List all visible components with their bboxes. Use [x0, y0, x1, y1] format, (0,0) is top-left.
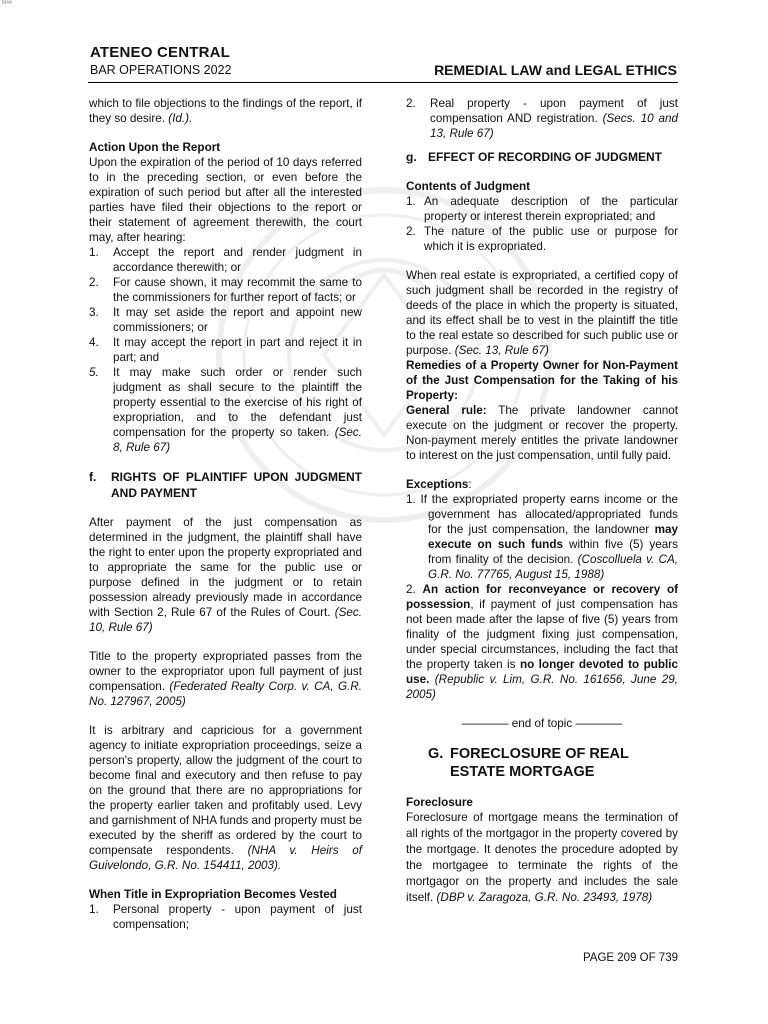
title-vest-heading: When Title in Expropriation Becomes Vested — [89, 888, 337, 901]
list-item: 4. It may accept the report in part and reject it in part; and — [89, 336, 362, 364]
contents-heading: Contents of Judgment — [406, 180, 531, 193]
list-item: 1. Personal property - upon payment of just compensation; — [89, 903, 362, 931]
paragraph-title-passes: Title to the property expropriated passes from the owner to the expropriator upon full payment of just compensation. (Federated Realty Corp. v. CA, G.R. No. 127967, 2005) — [89, 650, 362, 708]
list-item: 1. An adequate description of the particular property or interest therein expropriated; and — [406, 195, 678, 223]
right-column — [406, 96, 678, 906]
list-item: 2. The nature of the public use or purpose for which it is expropriated. — [406, 225, 678, 253]
foreclosure-paragraph: Foreclosure of mortgage means the termination of all rights of the mortgagor in the property covered by the mortgage. It denotes the procedure adopted by the mortgagee to terminate the rights of the mortgagor on the property and includes the sale itself. (DBP v. Zaragoza, G.R. No. 23493, 1978) — [406, 811, 678, 904]
action-list — [89, 245, 362, 455]
section-f-heading: f. RIGHTS OF PLAINTIFF UPON JUDGMENT AND PAYMENT — [89, 470, 362, 500]
action-paragraph: Upon the expiration of the period of 10 days referred to in the preceding section, or even before the expiration of such period but after all the interested parties have filed their objections to the report or their statement of agreement therewith, the court may, after hearing: — [89, 156, 362, 244]
remedies-heading: Remedies of a Property Owner for Non-Payment of the Just Compensation for the Taking of his Property: — [406, 359, 678, 402]
page-number: PAGE 209 OF 739 — [582, 952, 678, 964]
list-item: 3. It may set aside the report and appoint new commissioners; or — [89, 306, 362, 334]
corner-mark: M44 — [2, 0, 12, 6]
subject-title: REMEDIAL LAW and LEGAL ETHICS — [434, 62, 677, 78]
intro-paragraph: which to file objections to the findings of the report, if they so desire. (Id.). — [89, 97, 362, 125]
paragraph-payment: After payment of the just compensation as determined in the judgment, the plaintiff shall have the right to enter upon the property expropriated and to appropriate the same for the public use or purpose defined in the judgment or to retain possession already previously made in accordance with Section 2, Rule 67 of the Rules of Court. (Sec. 10, Rule 67) — [89, 516, 362, 634]
list-item: 2. Real property - upon payment of just compensation AND registration. (Secs. 10 and 13, Rule 67) — [406, 97, 679, 140]
list-item: 5. It may make such order or render such judgment as shall secure to the plaintiff the property essential to the exercise of his right of expropriation, and to the defendant just compensation for the property so taken. (Sec. 8, Rule 67) — [89, 366, 363, 454]
paragraph-arbitrary: It is arbitrary and capricious for a government agency to initiate expropriation proceedings, seize a person's property, allow the judgment of the court to become final and executory and then refuse to pay on the ground that there are no appropriations for the property earlier taken and profitably used. Levy and garnishment of NHA funds and property must be executed by the sheriff as ordered by the court to compensate respondents. (NHA v. Heirs of Guivelondo, G.R. No. 154411, 2003). — [89, 724, 363, 872]
header-rule — [88, 82, 678, 83]
foreclosure-heading: Foreclosure — [406, 796, 473, 809]
end-of-topic: ———— end of topic ———— — [461, 717, 623, 730]
action-heading: Action Upon the Report — [89, 141, 221, 154]
general-rule-paragraph: General rule: The private landowner cannot execute on the judgment or recover the property. Non-payment merely entitles the private landowner to interest on the just compensation, until fully paid. — [406, 404, 678, 462]
section-g-heading: g. EFFECT OF RECORDING OF JUDGMENT — [406, 150, 662, 164]
left-column — [89, 96, 362, 932]
exception-item-1: 1. If the expropriated property earns income or the government has allocated/appropriated funds for the just compensation, the landowner may execute on such funds within five (5) years from finality of the decision. (Coscolluela v. CA, G.R. No. 77765, August 15, 1988) — [406, 493, 679, 581]
recording-paragraph: When real estate is expropriated, a certified copy of such judgment shall be recorded in the registry of deeds of the place in which the property is situated, and its effect shall be to vest in the plaintiff the title to the real estate so described for such public use or purpose. (Sec. 13, Rule 67) — [406, 269, 678, 357]
org-title: ATENEO CENTRAL — [90, 44, 231, 61]
section-G-heading: G. FORECLOSURE OF REAL ESTATE MORTGAGE — [428, 746, 629, 780]
contents-list — [406, 194, 678, 254]
exceptions-heading: Exceptions: — [406, 478, 472, 491]
header-left — [90, 44, 232, 77]
exception-item-2: 2. An action for reconveyance or recovery of possession, if payment of just compensation has not been made after the lapse of five (5) years from finality of the judgment fixing just compensation, under special circumstances, including the fact that the property taken is no longer devoted to public use. (Republic v. Lim, G.R. No. 161656, June 29, 2005) — [406, 583, 678, 701]
list-item: 2. For cause shown, it may recommit the same to the commissioners for further report of facts; or — [89, 276, 362, 304]
list-item: 1. Accept the report and render judgment in accordance therewith; or — [89, 246, 362, 274]
org-subtitle: BAR OPERATIONS 2022 — [90, 63, 232, 77]
